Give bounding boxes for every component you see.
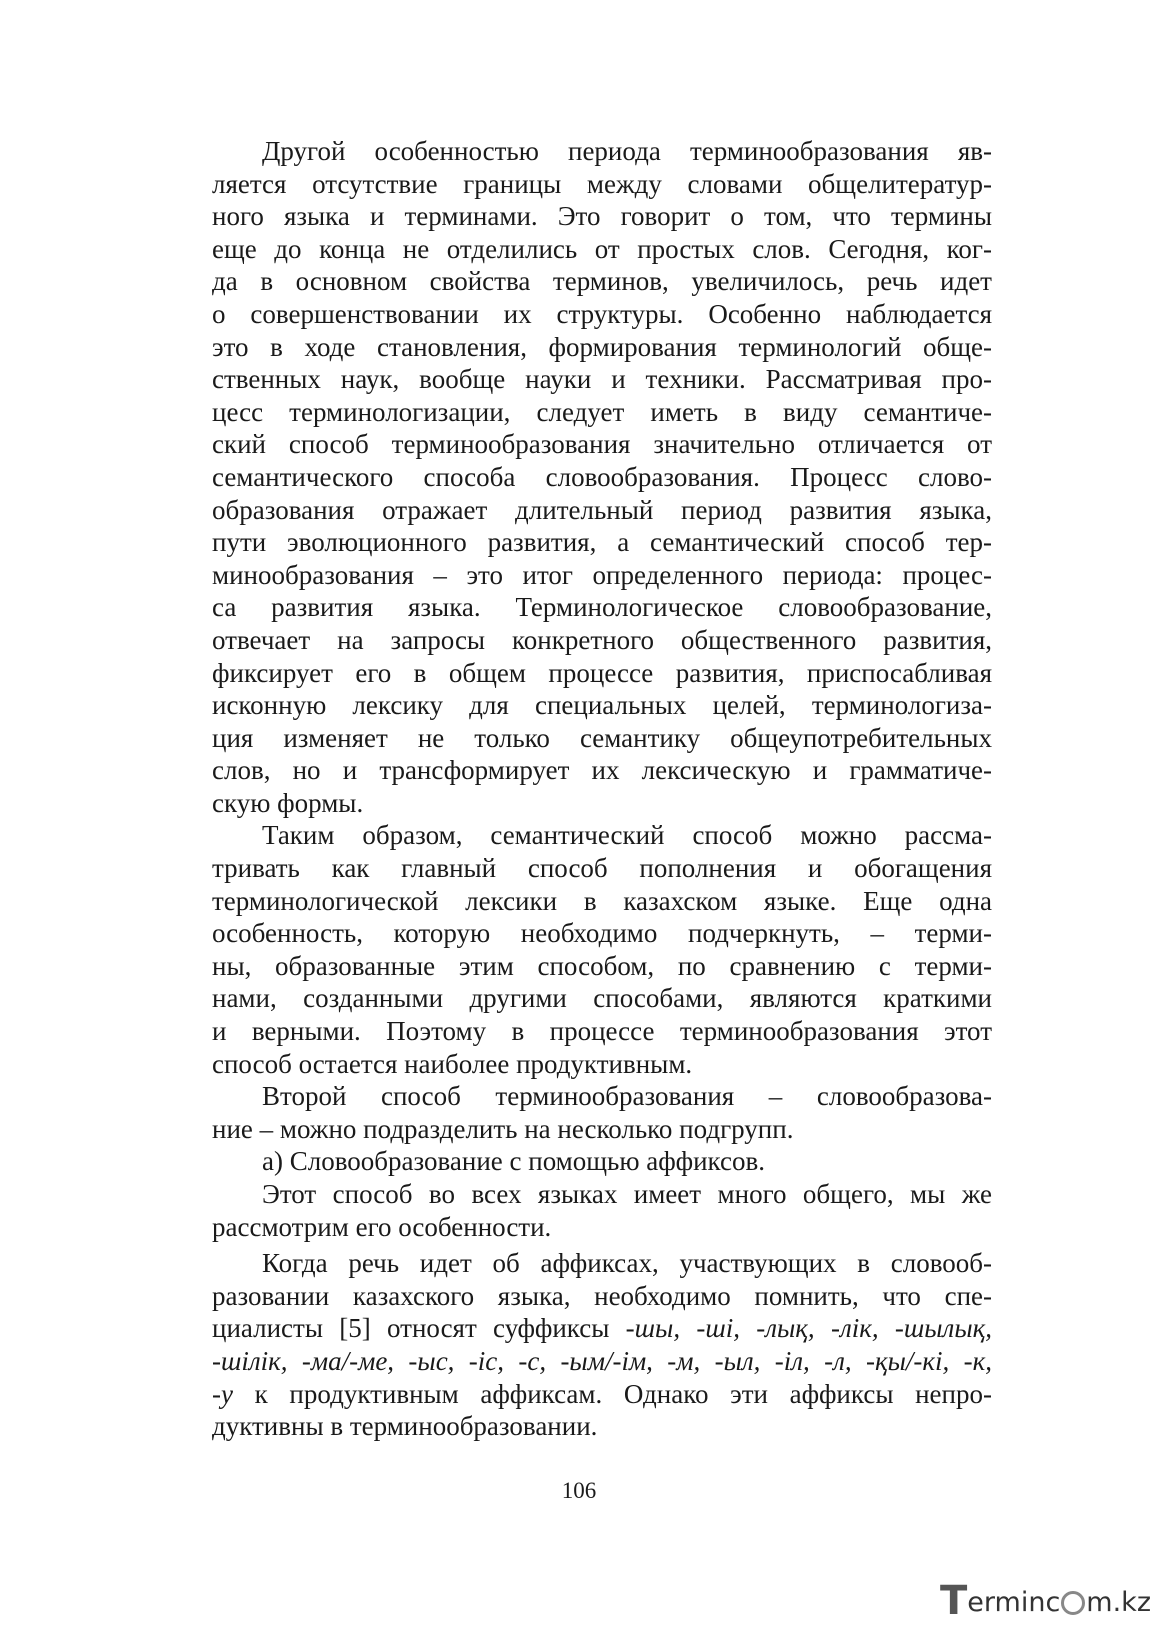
text-line: са развития языка. Терминологическое словообразование, [212,592,992,623]
text-line: рассмотрим его особенности. [212,1211,552,1242]
text-line: да в основном свойства терминов, увеличилось, речь идет [212,266,992,297]
page-number: 106 [561,1478,597,1503]
text-line: Второй способ терминообразования – словообразова- [262,1081,992,1112]
text-line: ция изменяет не только семантику общеупотребительных [212,722,992,753]
text-line: ны, образованные этим способом, по сравнению с терми- [212,950,992,981]
text-line: ние – можно подразделить на несколько подгрупп. [212,1113,794,1144]
text-line: а) Словообразование с помощью аффиксов. [262,1146,765,1177]
text-line: разовании казахского языка, необходимо помнить, что спе- [212,1280,992,1311]
text-line: и верными. Поэтому в процессе терминообразования этот [212,1016,992,1047]
text-line: слов, но и трансформирует их лексическую и грамматиче- [212,755,992,786]
text-line: ляется отсутствие границы между словами общелитератур- [212,168,992,199]
text-line: пути эволюционного развития, а семантический способ тер- [212,527,992,558]
text-line: Когда речь идет об аффиксах, участвующих в словооб- [262,1248,992,1279]
text-line: образования отражает длительный период развития языка, [212,494,992,525]
text-line: о совершенствовании их структуры. Особенно наблюдается [212,298,992,329]
text-line: тривать как главный способ пополнения и обогащения [212,853,992,884]
text-line: нами, созданными другими способами, являются краткими [212,983,992,1014]
text-line: минообразования – это итог определенного периода: процес- [212,559,992,590]
text-line: -шілік, -ма/-ме, -ыс, -іс, -с, -ым/-ім, -м, -ыл, -іл, -л, -қы/-кі, -к, [212,1345,992,1376]
text-line: ственных наук, вообще науки и техники. Рассматривая про- [212,364,992,395]
text-line: исконную лексику для специальных целей, терминологиза- [212,690,992,721]
text-line: Этот способ во всех языках имеет много общего, мы же [262,1179,992,1209]
text-line: ного языка и терминами. Это говорит о том, что термины [212,201,992,232]
text-line: ский способ терминообразования значительно отличается от [212,429,992,460]
text-line: отвечает на запросы конкретного общественного развития, [212,624,992,655]
text-line: фиксирует его в общем процессе развития, приспосабливая [212,657,992,688]
text-line: терминологической лексики в казахском языке. Еще одна [212,885,992,916]
text-line: цесс терминологизации, следует иметь в виду семантиче- [212,396,992,427]
text-line: это в ходе становления, формирования терминологий обще- [212,331,992,362]
text-line: -у к продуктивным аффиксам. Однако эти аффиксы непро- [212,1378,992,1409]
text-line: еще до конца не отделились от простых слов. Сегодня, ког- [212,233,992,264]
text-line: семантического способа словообразования. Процесс слово- [212,461,992,492]
text-line: Другой особенностью периода терминообразования яв- [262,136,992,166]
text-line: скую формы. [212,787,364,818]
text-line: дуктивны в терминообразовании. [212,1411,598,1442]
body-text [212,135,992,1443]
watermark-logo: Terminc m.kz [940,1578,1151,1624]
text-line: циалисты [5] относят суффиксы -шы, -ші, -лық, -лік, -шылық, [212,1313,992,1344]
text-line: особенность, которую необходимо подчеркнуть, – терми- [212,918,992,949]
text-line: Таким образом, семантический способ можно рассма- [262,820,992,851]
watermark-o-circle [1061,1591,1085,1615]
text-line: способ остается наиболее продуктивным. [212,1048,693,1079]
